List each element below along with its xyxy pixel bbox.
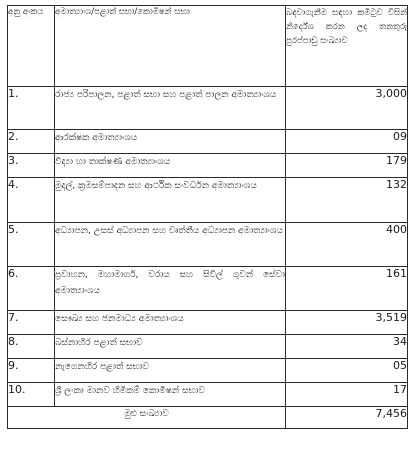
row-vacancy-count: 179	[286, 154, 408, 178]
row-institution-name: අධ්‍යාපන, උසස් අධ්‍යාපන සහ වෘත්තීය අධ්‍යාපන අමාත්‍යාංශය	[55, 223, 286, 267]
table-row	[8, 311, 408, 335]
row-institution-name: රාජ්‍ය පරිපාලන, පළාත් සභා සහ පළාත් පාලන අමාත්‍යාංශය	[55, 87, 286, 130]
row-vacancy-count: 400	[286, 223, 408, 267]
row-institution-name: නැගෙනහිර පළාත් සභාව	[55, 359, 286, 383]
vacancy-allocation-table	[7, 5, 408, 429]
row-vacancy-count: 3,000	[286, 87, 408, 130]
row-institution-name: සෞඛ්‍ය සහ ජනමාධ්‍ය අමාත්‍යාංශය	[55, 311, 286, 335]
row-institution-name: විද්‍යා හා තාක්ෂණ අමාත්‍යාංශය	[55, 154, 286, 178]
row-vacancy-count: 09	[286, 130, 408, 154]
header-vacancy-count-text: බඳවාගැනීම සඳහා කමිටුව විසින් නිර්දේශ කරන ලද තනතුරු පුරප්පාඩු සංඛ්‍යාව	[286, 8, 407, 46]
row-serial-number: 7.	[8, 311, 55, 335]
row-institution-name: ශ්‍රී ලංකා මානව හිමිකම් කොමිෂන් සභාව	[55, 383, 286, 407]
header-institution	[55, 6, 286, 87]
row-serial-number: 3.	[8, 154, 55, 178]
row-institution-name: ආරක්ෂක අමාත්‍යාංශය	[55, 130, 286, 154]
row-vacancy-count: 3,519	[286, 311, 408, 335]
table-row	[8, 87, 408, 130]
row-vacancy-count: 34	[286, 335, 408, 359]
table-row	[8, 267, 408, 311]
table-row	[8, 130, 408, 154]
table-row	[8, 335, 408, 359]
row-serial-number: 8.	[8, 335, 55, 359]
row-serial-number: 10.	[8, 383, 55, 407]
row-serial-number: 5.	[8, 223, 55, 267]
row-institution-name: ප්‍රවාහන, මහාමාර්ග, වරාය සහ සිවිල් ගුවන් සේවා අමාත්‍යාංශය	[55, 267, 286, 311]
table-row	[8, 359, 408, 383]
total-label: මුළු සංඛ්‍යාව	[8, 407, 286, 429]
row-serial-number: 9.	[8, 359, 55, 383]
row-vacancy-count: 05	[286, 359, 408, 383]
header-serial-number	[8, 6, 55, 87]
table-row	[8, 383, 408, 407]
row-vacancy-count: 161	[286, 267, 408, 311]
table-total-row	[8, 407, 408, 429]
row-institution-name: බස්නාහිර පළාත් සභාව	[55, 335, 286, 359]
row-serial-number: 2.	[8, 130, 55, 154]
header-serial-number-text: අනු අංකය	[8, 7, 44, 17]
table-row	[8, 154, 408, 178]
table-row	[8, 223, 408, 267]
row-serial-number: 4.	[8, 178, 55, 223]
row-serial-number: 1.	[8, 87, 55, 130]
header-institution-text: අමාත්‍යාංශ/පළාත් සභා/කොමිෂන් සභා	[55, 7, 190, 17]
row-vacancy-count: 17	[286, 383, 408, 407]
total-value: 7,456	[286, 407, 408, 429]
row-serial-number: 6.	[8, 267, 55, 311]
table-header-row	[8, 6, 408, 87]
row-vacancy-count: 132	[286, 178, 408, 223]
table-row	[8, 178, 408, 223]
header-vacancy-count	[286, 6, 408, 87]
row-institution-name: මුදල්, ක්‍රමසම්පාදන සහ ආර්ථික සංවර්ධන අමාත්‍යාංශය	[55, 178, 286, 223]
